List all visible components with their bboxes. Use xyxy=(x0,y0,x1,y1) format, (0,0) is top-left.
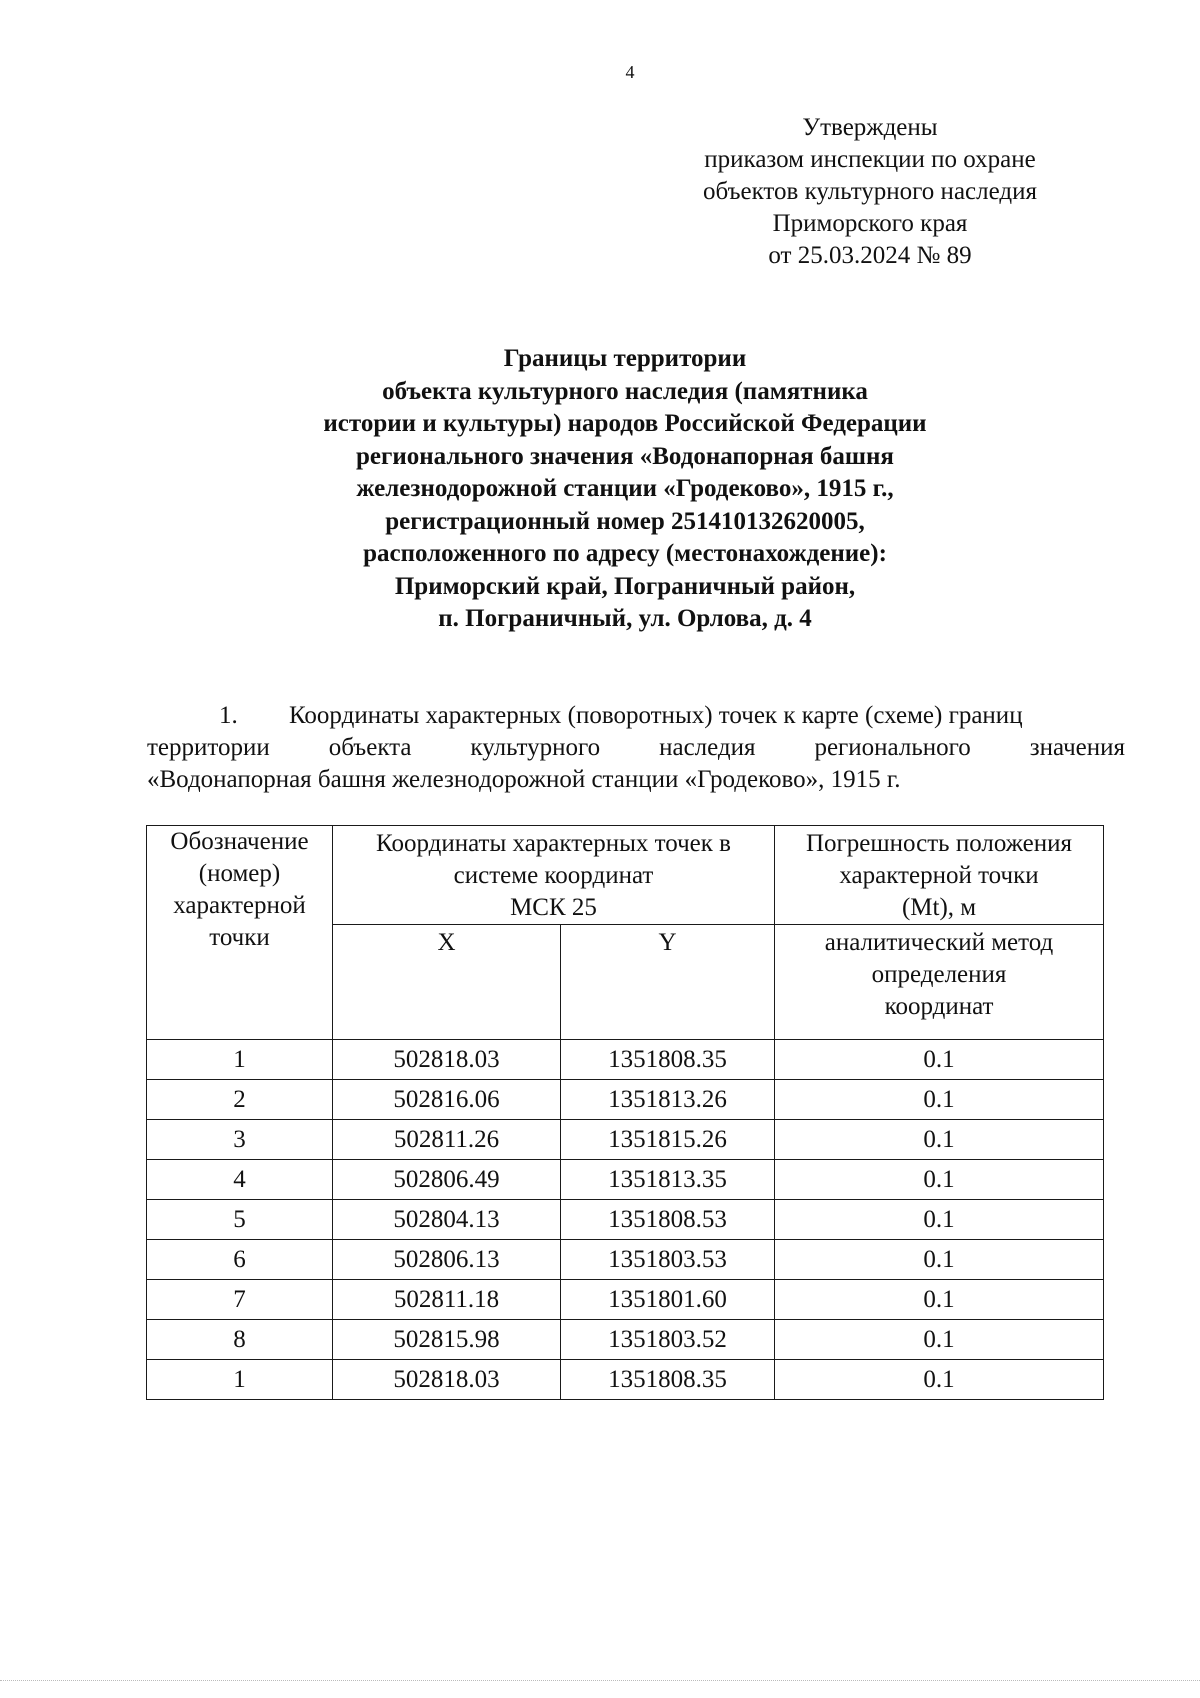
cell-y: 1351803.52 xyxy=(561,1320,775,1360)
cell-error: 0.1 xyxy=(775,1160,1104,1200)
approval-line: от 25.03.2024 № 89 xyxy=(768,242,972,269)
table-row xyxy=(147,1120,1104,1160)
header-text: Обозначение xyxy=(170,828,309,855)
title-line: регистрационный номер 251410132620005, xyxy=(385,507,865,535)
cell-point-number: 2 xyxy=(147,1080,333,1120)
cell-x: 502815.98 xyxy=(333,1320,561,1360)
title-line: Границы территории xyxy=(503,345,747,372)
cell-x: 502811.26 xyxy=(333,1120,561,1160)
title-line: расположенного по адресу (местонахождение): xyxy=(363,540,887,567)
cell-y: 1351808.35 xyxy=(561,1360,775,1400)
cell-y: 1351803.53 xyxy=(561,1240,775,1280)
cell-y: 1351813.35 xyxy=(561,1160,775,1200)
header-text: точки xyxy=(209,924,270,951)
header-text: МСК 25 xyxy=(510,894,597,921)
table-row xyxy=(147,1280,1104,1320)
cell-error: 0.1 xyxy=(775,1320,1104,1360)
paragraph-line: «Водонапорная башня железнодорожной станции «Гродеково», 1915 г. xyxy=(147,766,901,793)
title-line: Приморский край, Пограничный район, xyxy=(394,572,856,600)
header-x: X xyxy=(333,925,561,1040)
cell-point-number: 7 xyxy=(147,1280,333,1320)
table-row xyxy=(147,1040,1104,1080)
approval-stamp xyxy=(655,112,1085,272)
table-row xyxy=(147,1360,1104,1400)
header-text: координат xyxy=(884,993,994,1020)
cell-x: 502818.03 xyxy=(333,1360,561,1400)
cell-error: 0.1 xyxy=(775,1280,1104,1320)
title-line: регионального значения «Водонапорная башня xyxy=(356,442,894,470)
approval-line: Утверждены xyxy=(802,114,938,141)
header-text: Координаты характерных точек в xyxy=(376,830,731,857)
approval-line: Приморского края xyxy=(772,210,968,237)
cell-y: 1351801.60 xyxy=(561,1280,775,1320)
header-text: аналитический метод xyxy=(824,929,1054,956)
table-row xyxy=(147,1080,1104,1120)
cell-point-number: 1 xyxy=(147,1360,333,1400)
cell-x: 502818.03 xyxy=(333,1040,561,1080)
approval-line: приказом инспекции по охране xyxy=(704,146,1036,173)
header-text: характерной xyxy=(173,892,306,919)
title-line: истории и культуры) народов Российской Федерации xyxy=(323,410,927,437)
header-text: системе координат xyxy=(453,862,654,889)
cell-x: 502816.06 xyxy=(333,1080,561,1120)
header-method xyxy=(775,925,1104,1040)
cell-y: 1351808.53 xyxy=(561,1200,775,1240)
table-row xyxy=(147,1320,1104,1360)
cell-error: 0.1 xyxy=(775,1360,1104,1400)
cell-point-number: 3 xyxy=(147,1120,333,1160)
cell-error: 0.1 xyxy=(775,1240,1104,1280)
header-coordinates xyxy=(333,826,775,925)
cell-error: 0.1 xyxy=(775,1040,1104,1080)
cell-error: 0.1 xyxy=(775,1120,1104,1160)
scan-edge-line xyxy=(0,1680,1200,1684)
cell-x: 502811.18 xyxy=(333,1280,561,1320)
cell-point-number: 8 xyxy=(147,1320,333,1360)
cell-error: 0.1 xyxy=(775,1200,1104,1240)
header-text: Погрешность положения xyxy=(806,830,1073,857)
approval-line: объектов культурного наследия xyxy=(703,178,1037,205)
cell-y: 1351815.26 xyxy=(561,1120,775,1160)
header-text: (Mt), м xyxy=(901,894,977,921)
paragraph-number: 1. xyxy=(219,702,238,729)
cell-x: 502804.13 xyxy=(333,1200,561,1240)
header-text: (номер) xyxy=(198,860,281,887)
coordinates-table xyxy=(146,825,1104,1400)
header-text: определения xyxy=(871,961,1007,988)
title-line: п. Пограничный, ул. Орлова, д. 4 xyxy=(438,605,812,632)
cell-x: 502806.49 xyxy=(333,1160,561,1200)
header-error xyxy=(775,826,1104,925)
cell-error: 0.1 xyxy=(775,1080,1104,1120)
header-text: характерной точки xyxy=(839,862,1039,889)
header-y: Y xyxy=(561,925,775,1040)
paragraph-line: территории объекта культурного наследия регионального значения xyxy=(147,734,1125,761)
table-row xyxy=(147,1160,1104,1200)
document-title xyxy=(200,343,1050,636)
cell-point-number: 4 xyxy=(147,1160,333,1200)
page-number: 4 xyxy=(625,62,635,82)
paragraph-1 xyxy=(147,700,1125,796)
cell-y: 1351808.35 xyxy=(561,1040,775,1080)
paragraph-line xyxy=(147,700,1125,732)
paragraph-text: Координаты характерных (поворотных) точек к карте (схеме) границ xyxy=(289,702,1023,729)
title-line: объекта культурного наследия (памятника xyxy=(382,377,868,405)
cell-point-number: 6 xyxy=(147,1240,333,1280)
header-designation xyxy=(147,826,333,1040)
table-row xyxy=(147,1240,1104,1280)
cell-y: 1351813.26 xyxy=(561,1080,775,1120)
table-row xyxy=(147,1200,1104,1240)
cell-x: 502806.13 xyxy=(333,1240,561,1280)
cell-point-number: 5 xyxy=(147,1200,333,1240)
title-line: железнодорожной станции «Гродеково», 1915 г., xyxy=(356,475,894,502)
cell-point-number: 1 xyxy=(147,1040,333,1080)
